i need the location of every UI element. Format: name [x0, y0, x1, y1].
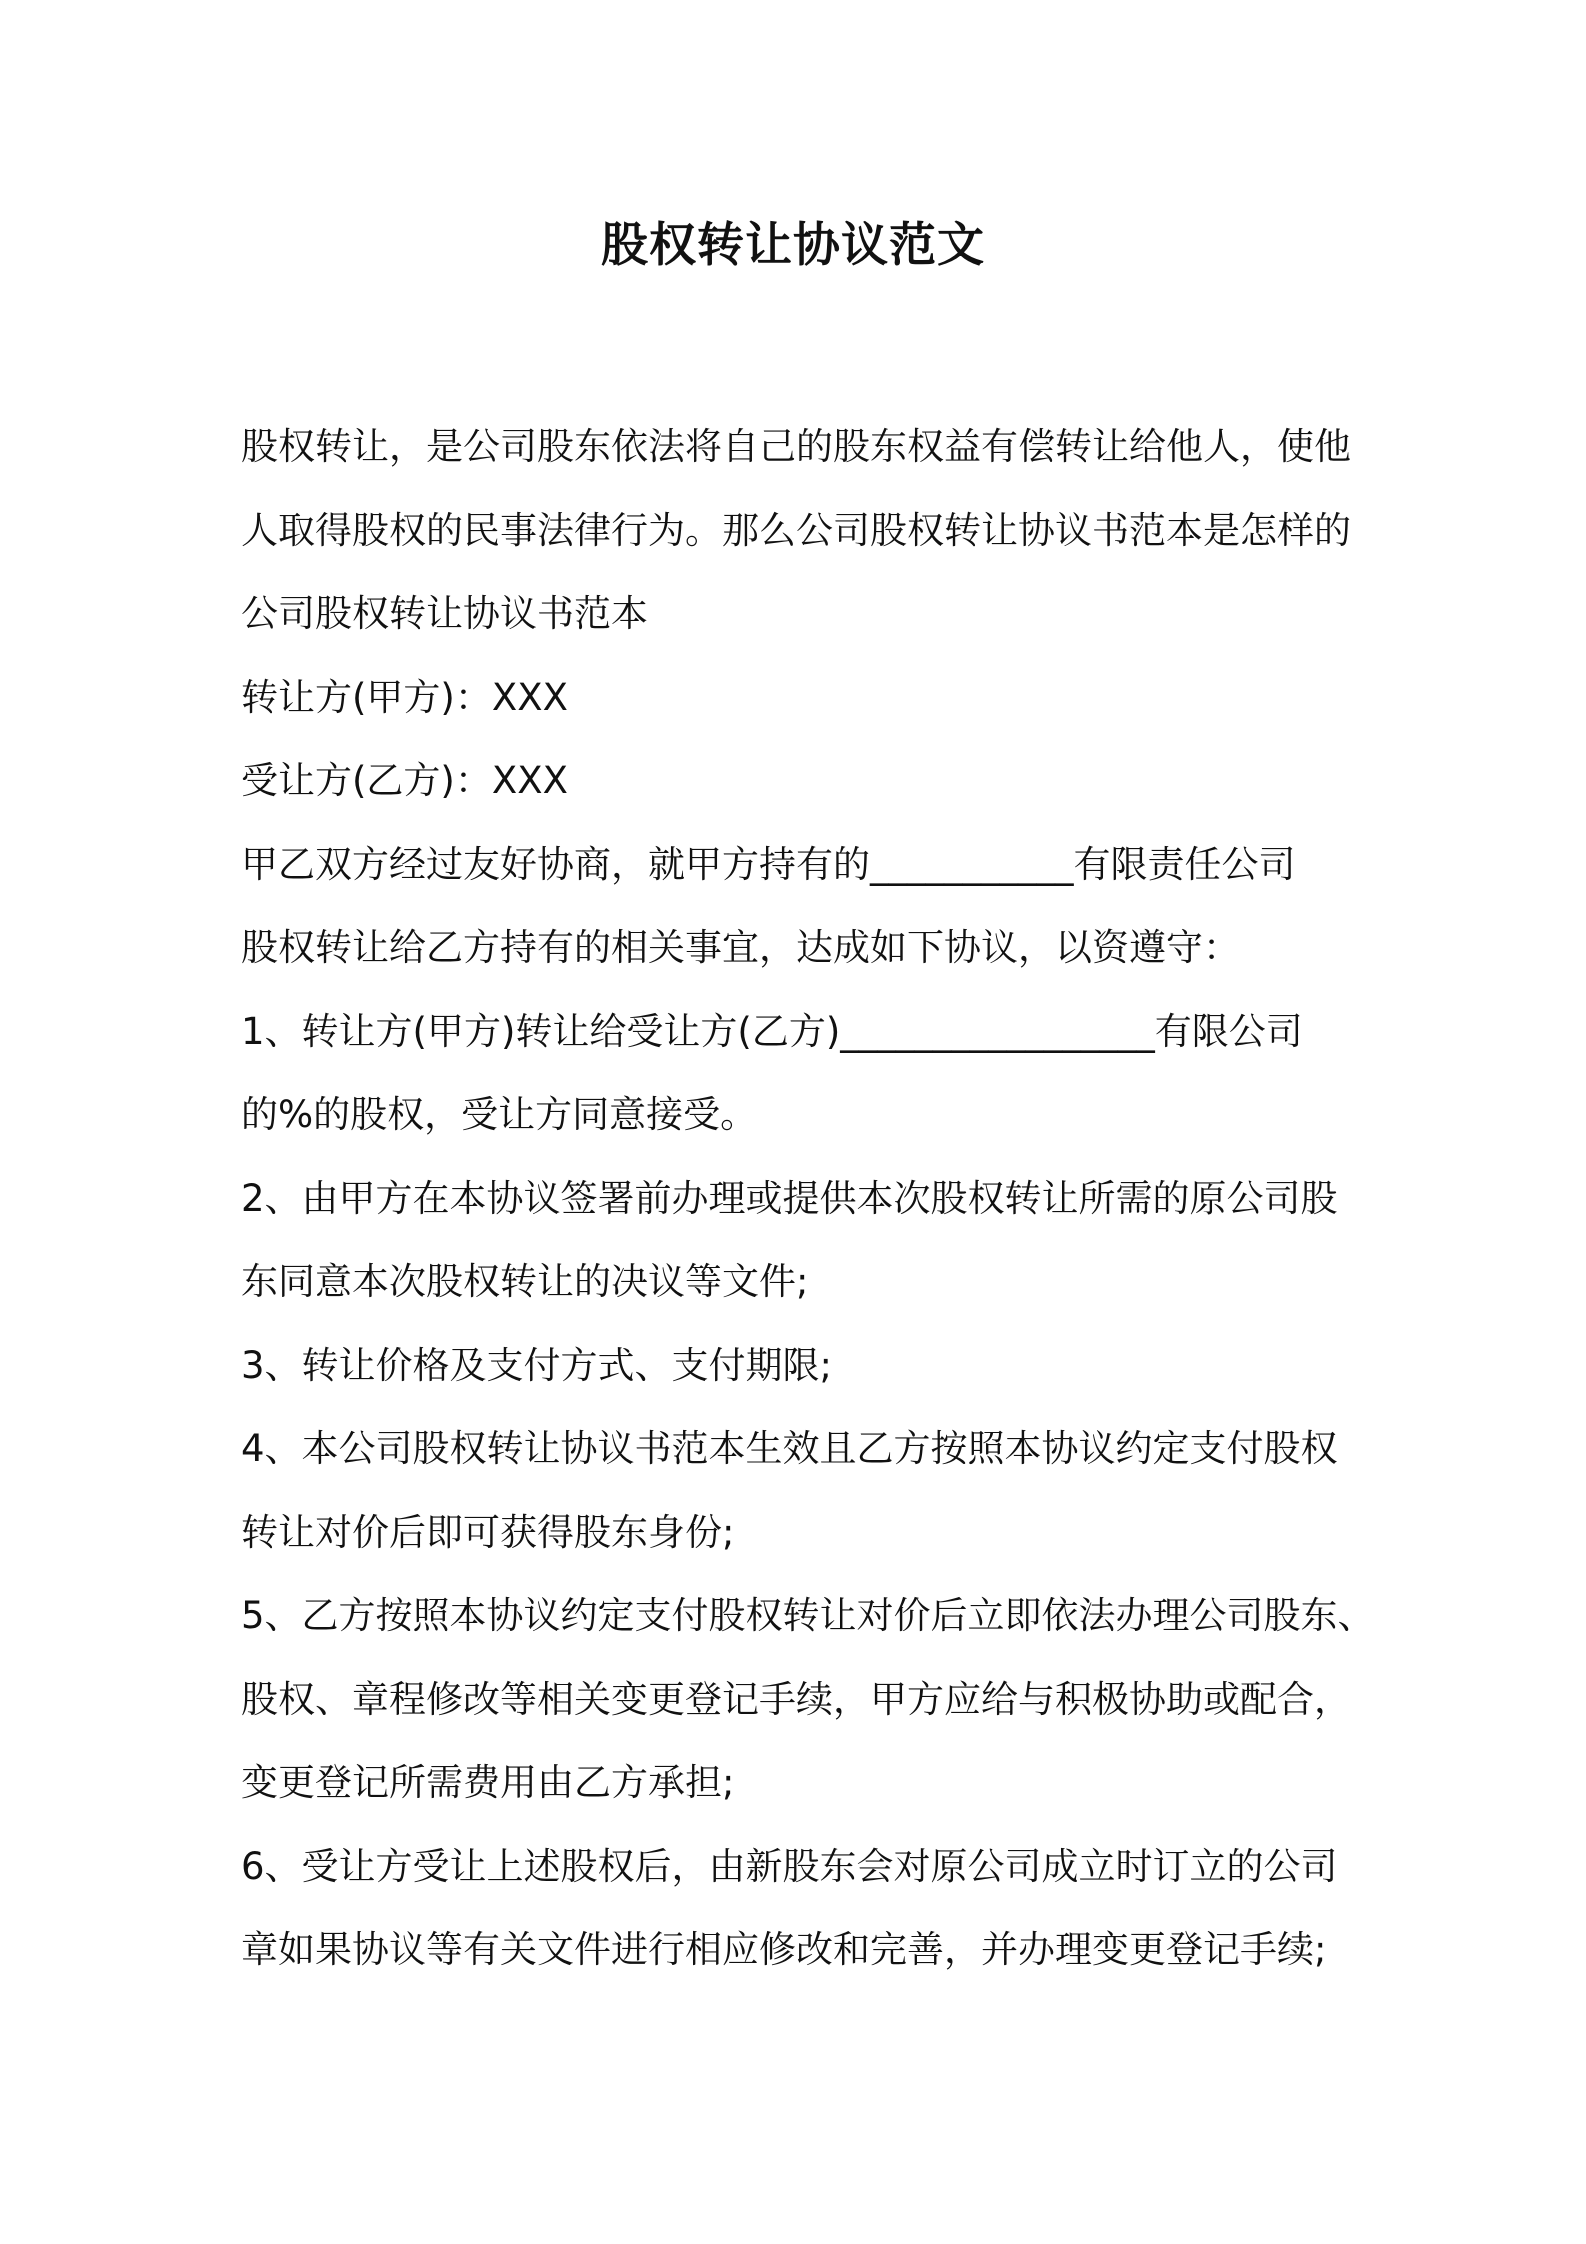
clause-6-line: 章如果协议等有关文件进行相应修改和完善，并办理变更登记手续; — [241, 1928, 1327, 1971]
clause-1-line: 的%的股权，受让方同意接受。 — [241, 1093, 758, 1136]
body-line: 公司股权转让协议书范本 — [241, 592, 648, 635]
clause-5-line: 5、乙方按照本协议约定支付股权转让对价后立即依法办理公司股东、 — [241, 1594, 1375, 1637]
clause-4-line: 转让对价后即可获得股东身份; — [241, 1510, 735, 1554]
transferee-line: 受让方(乙方)：XXX — [241, 759, 568, 802]
clause-2-line: 2、由甲方在本协议签署前办理或提供本次股权转让所需的原公司股 — [241, 1176, 1338, 1220]
clause-5-line: 股权、章程修改等相关变更登记手续，甲方应给与积极协助或配合， — [241, 1677, 1351, 1721]
body-line: 甲乙双方经过友好协商，就甲方持有的___________有限责任公司 — [241, 842, 1296, 886]
clause-1-line: 1、转让方(甲方)转让给受让方(乙方)_________________有限公司 — [241, 1009, 1303, 1053]
clause-6-line: 6、受让方受让上述股权后，由新股东会对原公司成立时订立的公司 — [241, 1844, 1338, 1888]
clause-2-line: 东同意本次股权转让的决议等文件; — [241, 1260, 809, 1303]
body-line: 股权转让，是公司股东依法将自己的股东权益有偿转让给他人，使他 — [241, 425, 1351, 468]
body-line: 股权转让给乙方持有的相关事宜，达成如下协议，以资遵守： — [241, 926, 1240, 969]
body-line: 人取得股权的民事法律行为。那么公司股权转让协议书范本是怎样的 — [241, 508, 1351, 552]
document-body — [241, 405, 1375, 1992]
clause-3-line: 3、转让价格及支付方式、支付期限; — [241, 1343, 833, 1387]
document-title: 股权转让协议范文 — [601, 218, 985, 273]
clause-5-line: 变更登记所需费用由乙方承担; — [241, 1761, 735, 1804]
clause-4-line: 4、本公司股权转让协议书范本生效且乙方按照本协议约定支付股权 — [241, 1427, 1338, 1470]
transferor-line: 转让方(甲方)：XXX — [241, 675, 568, 719]
